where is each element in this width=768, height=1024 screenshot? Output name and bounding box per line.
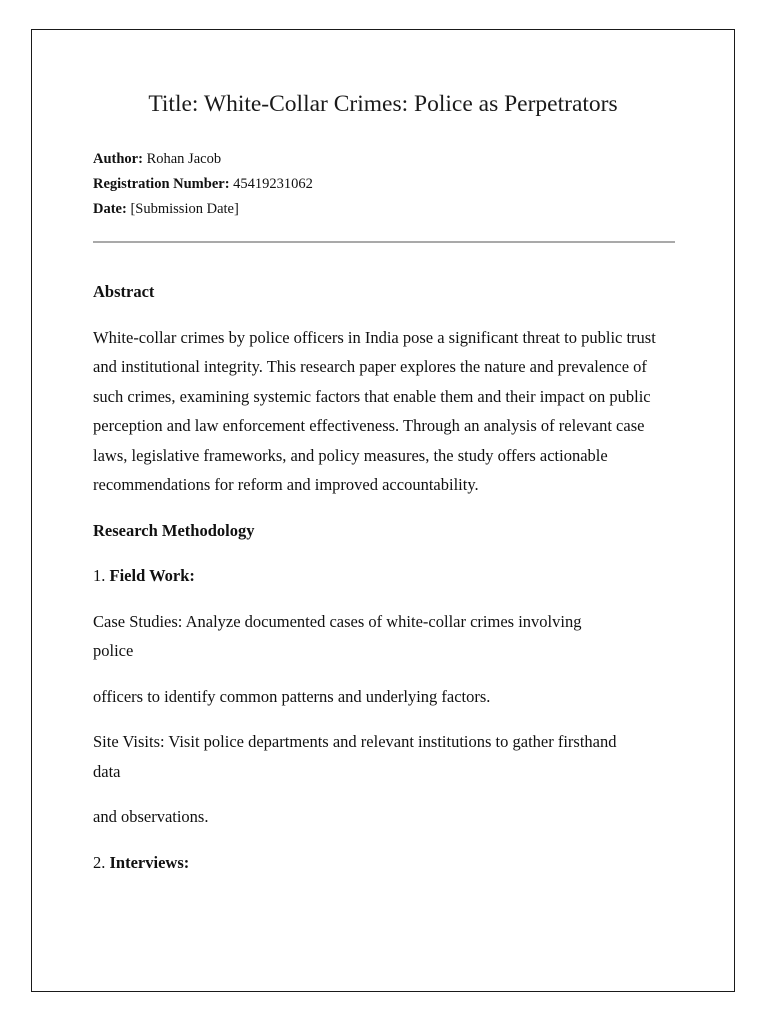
item-2-number: 2. bbox=[93, 852, 106, 872]
registration-row bbox=[93, 172, 313, 197]
site-visits-paragraph bbox=[93, 727, 677, 786]
date-row bbox=[93, 197, 313, 222]
item-1-number: 1. bbox=[93, 566, 106, 585]
author-label: Author: bbox=[93, 151, 143, 167]
methodology-heading: Research Methodology bbox=[93, 520, 255, 540]
registration-value: 45419231062 bbox=[233, 176, 313, 192]
abstract-paragraph: White-collar crimes by police officers in India pose a significant threat to public trust and institutional integrity. This research paper explores the nature and prevalence of such crimes, examining systemic factors that enable them and their impact on public perception and law enforcement effectiveness. Through an analysis of relevant case laws, legislative frameworks, and policy measures, the study offers actionable recommendations for reform and improved accountability. bbox=[93, 327, 656, 494]
site-visits-line-2: data bbox=[93, 761, 121, 781]
item-1-heading bbox=[93, 561, 677, 591]
case-studies-continuation: officers to identify common patterns and underlying factors. bbox=[93, 686, 491, 706]
registration-label: Registration Number: bbox=[93, 176, 230, 192]
section-divider bbox=[93, 241, 675, 243]
item-2-title: Interviews: bbox=[109, 852, 190, 872]
site-visits-continuation: and observations. bbox=[93, 807, 209, 826]
author-row bbox=[93, 147, 313, 172]
item-1-title: Field Work: bbox=[109, 566, 195, 585]
document-title: Title: White-Collar Crimes: Police as Perpetrators bbox=[148, 91, 618, 117]
case-studies-paragraph bbox=[93, 607, 677, 666]
document-page bbox=[31, 29, 735, 992]
date-value: [Submission Date] bbox=[130, 201, 239, 217]
date-label: Date: bbox=[93, 201, 127, 217]
case-studies-line-2: police bbox=[93, 641, 134, 660]
item-2-heading bbox=[93, 848, 677, 878]
site-visits-line-1: Site Visits: Visit police departments and relevant institutions to gather firsthand bbox=[93, 732, 617, 751]
author-value: Rohan Jacob bbox=[146, 151, 222, 167]
document-meta bbox=[93, 147, 313, 222]
case-studies-line-1: Case Studies: Analyze documented cases of white-collar crimes involving bbox=[93, 611, 582, 631]
document-body bbox=[93, 277, 677, 877]
abstract-heading: Abstract bbox=[93, 282, 155, 301]
